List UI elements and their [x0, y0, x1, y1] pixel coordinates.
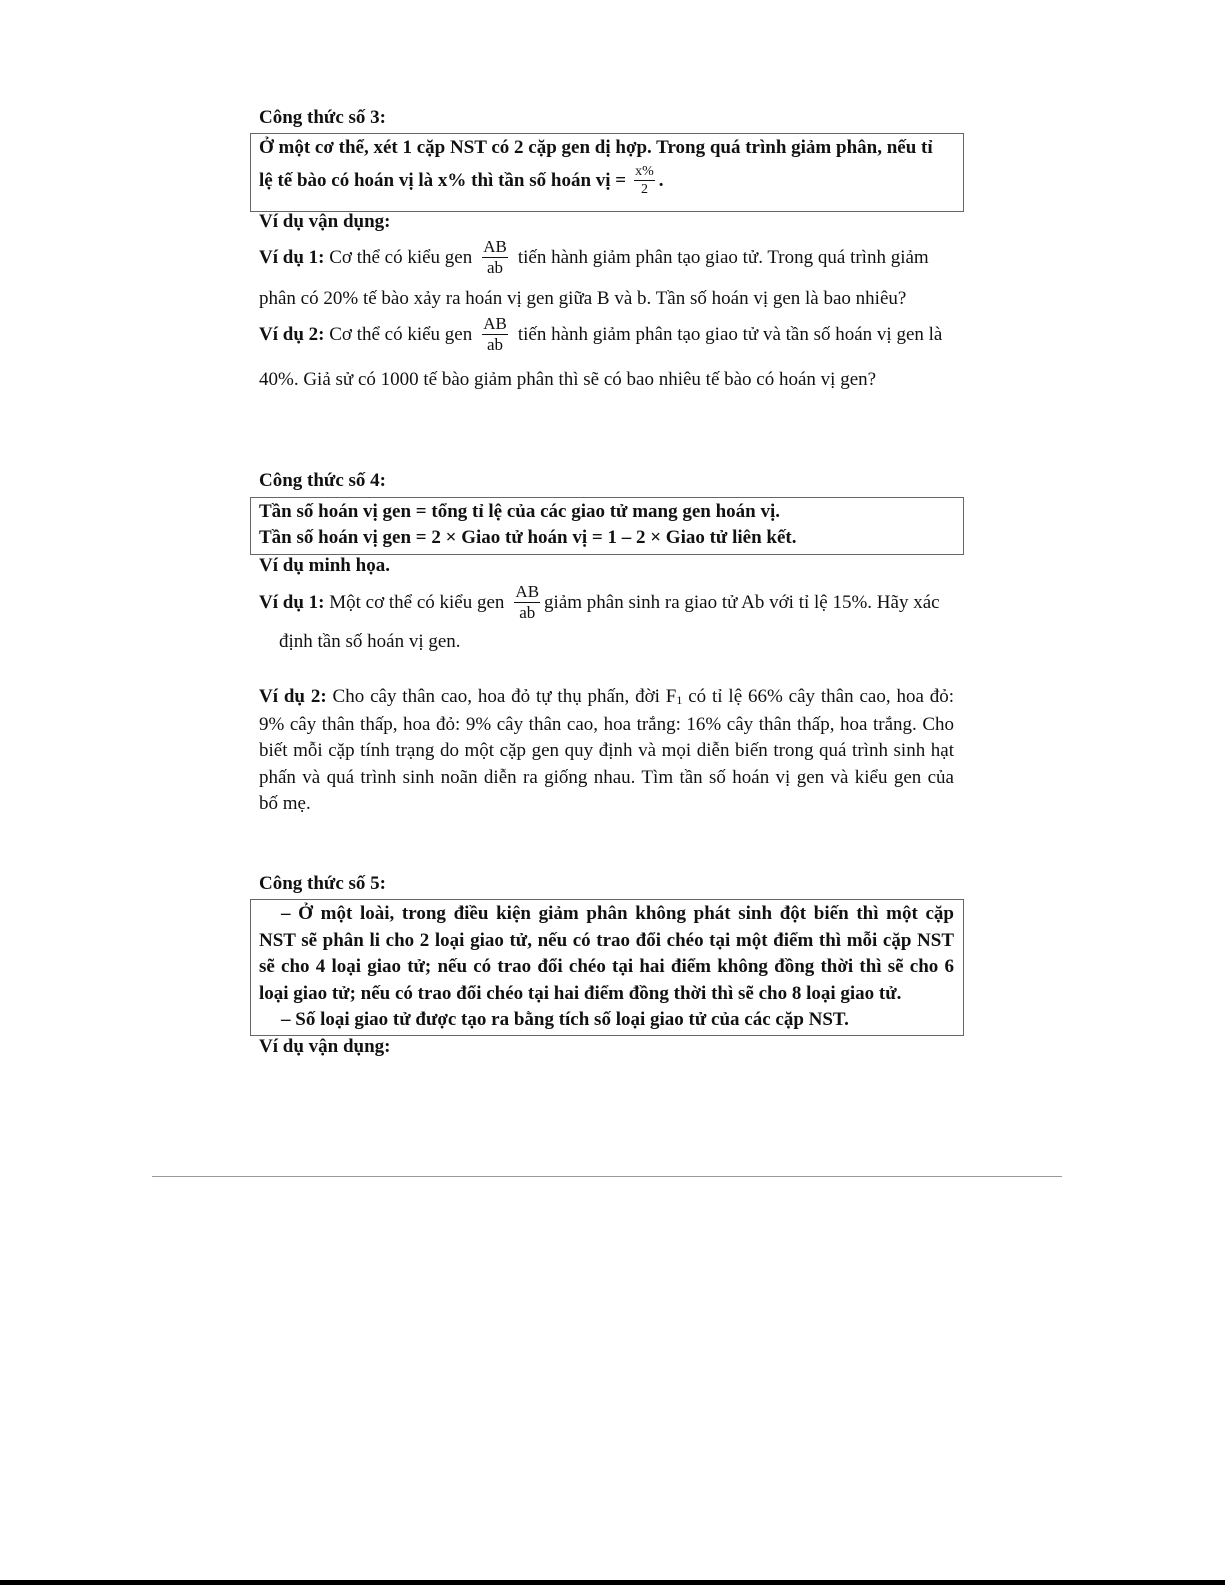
- page-divider: [152, 1176, 1062, 1177]
- genotype-fraction: [514, 582, 540, 623]
- section4-example1-line2: định tần số hoán vị gen.: [279, 631, 461, 652]
- section4-example2: [259, 684, 954, 818]
- fraction-denominator: ab: [487, 335, 504, 354]
- example2-line1-post: có tỉ lệ 66% cây thân cao, hoa đỏ:: [688, 686, 955, 707]
- section3-box-line1: Ở một cơ thể, xét 1 cặp NST có 2 cặp gen dị hợp. Trong quá trình giảm phân, nếu tỉ: [259, 137, 933, 158]
- example1-text-post: tiến hành giảm phân tạo giao tử. Trong quá trình giảm: [517, 246, 929, 268]
- example2-label: Ví dụ 2:: [259, 323, 325, 345]
- section4-example2-line4: phấn và quá trình sinh noãn diễn ra giống nhau. Tìm tần số hoán vị gen và kiểu gen của: [259, 766, 954, 788]
- section4-example1: [259, 582, 940, 623]
- section4-examples-label: Ví dụ minh họa.: [259, 555, 390, 576]
- section3-box-line2-end: .: [658, 169, 664, 191]
- example1-text-pre: Cơ thể có kiểu gen: [329, 246, 473, 268]
- section3-example1-line2: phân có 20% tế bào xảy ra hoán vị gen giữa B và b. Tần số hoán vị gen là bao nhiêu?: [259, 288, 907, 309]
- fraction-denominator: 2: [640, 182, 648, 197]
- section5-box-line4: loại giao tử; nếu có trao đổi chéo tại hai điểm đồng thời thì sẽ cho 8 loại giao tử.: [259, 982, 902, 1004]
- f1-subscript: 1: [676, 693, 683, 707]
- example2-text-post: tiến hành giảm phân tạo giao tử và tần số hoán vị gen là: [517, 323, 943, 345]
- section5-box-line2: NST sẽ phân li cho 2 loại giao tử, nếu có trao đổi chéo tại một điểm thì mỗi cặp NST: [259, 929, 954, 951]
- section3-example1: [259, 237, 929, 278]
- fraction-numerator: x%: [635, 164, 654, 179]
- section4-heading: Công thức số 4:: [259, 470, 386, 491]
- section3-formula-box: [250, 133, 964, 212]
- section3-box-line2: [259, 163, 664, 198]
- section5-box-line1: – Ở một loài, trong điều kiện giảm phân không phát sinh đột biến thì một cặp: [281, 903, 954, 924]
- example1-text-pre: Một cơ thể có kiểu gen: [329, 591, 505, 613]
- section4-example2-line5: bố mẹ.: [259, 793, 311, 814]
- fraction-numerator: AB: [483, 237, 507, 256]
- section3-examples-label: Ví dụ vận dụng:: [259, 211, 391, 232]
- section4-formula-box: [250, 497, 964, 555]
- section5-box-content: [259, 901, 954, 1034]
- example2-text-pre: Cơ thể có kiểu gen: [329, 323, 473, 345]
- section5-formula-box: [250, 899, 964, 1036]
- section5-box-line5: – Số loại giao tử được tạo ra bằng tích số loại giao tử của các cặp NST.: [281, 1009, 849, 1030]
- example1-text-post: giảm phân sinh ra giao tử Ab với tỉ lệ 15%. Hãy xác: [544, 591, 940, 613]
- section4-example2-line2: 9% cây thân thấp, hoa đỏ: 9% cây thân cao, hoa trắng: 16% cây thân thấp, hoa trắng. Cho: [259, 713, 954, 735]
- fraction-denominator: ab: [487, 258, 504, 277]
- section4-box-line2: Tần số hoán vị gen = 2 × Giao tử hoán vị = 1 – 2 × Giao tử liên kết.: [259, 527, 797, 548]
- section5-examples-label: Ví dụ vận dụng:: [259, 1036, 391, 1057]
- section5-box-line3: sẽ cho 4 loại giao tử; nếu có trao đổi chéo tại hai điểm không đồng thời thì sẽ cho 6: [259, 956, 954, 977]
- section4-example2-line3: biết mỗi cặp tính trạng do một cặp gen quy định và mọi diễn biến trong quá trình sinh hạt: [259, 740, 954, 761]
- bottom-edge-bar: [0, 1580, 1225, 1585]
- section5-heading: Công thức số 5:: [259, 873, 386, 894]
- section3-heading: Công thức số 3:: [259, 107, 386, 128]
- genotype-fraction: [482, 237, 508, 278]
- section3-fraction: [634, 163, 655, 198]
- fraction-denominator: ab: [519, 603, 536, 622]
- section4-box-line1: Tần số hoán vị gen = tổng tỉ lệ của các giao tử mang gen hoán vị.: [259, 501, 781, 522]
- section3-example2-line2: 40%. Giả sử có 1000 tế bào giảm phân thì sẽ có bao nhiêu tế bào có hoán vị gen?: [259, 369, 877, 390]
- example2-label: Ví dụ 2:: [259, 686, 327, 707]
- fraction-numerator: AB: [515, 582, 540, 601]
- section3-example2: [259, 314, 942, 355]
- example1-label: Ví dụ 1:: [259, 591, 325, 613]
- section4-example2-line1: [259, 684, 954, 712]
- section3-box-line2-text: lệ tế bào có hoán vị là x% thì tần số hoán vị =: [259, 169, 627, 191]
- example1-label: Ví dụ 1:: [259, 246, 325, 268]
- genotype-fraction: [482, 314, 508, 355]
- fraction-numerator: AB: [483, 314, 507, 333]
- example2-line1-pre: Cho cây thân cao, hoa đỏ tự thụ phấn, đời F: [332, 686, 677, 707]
